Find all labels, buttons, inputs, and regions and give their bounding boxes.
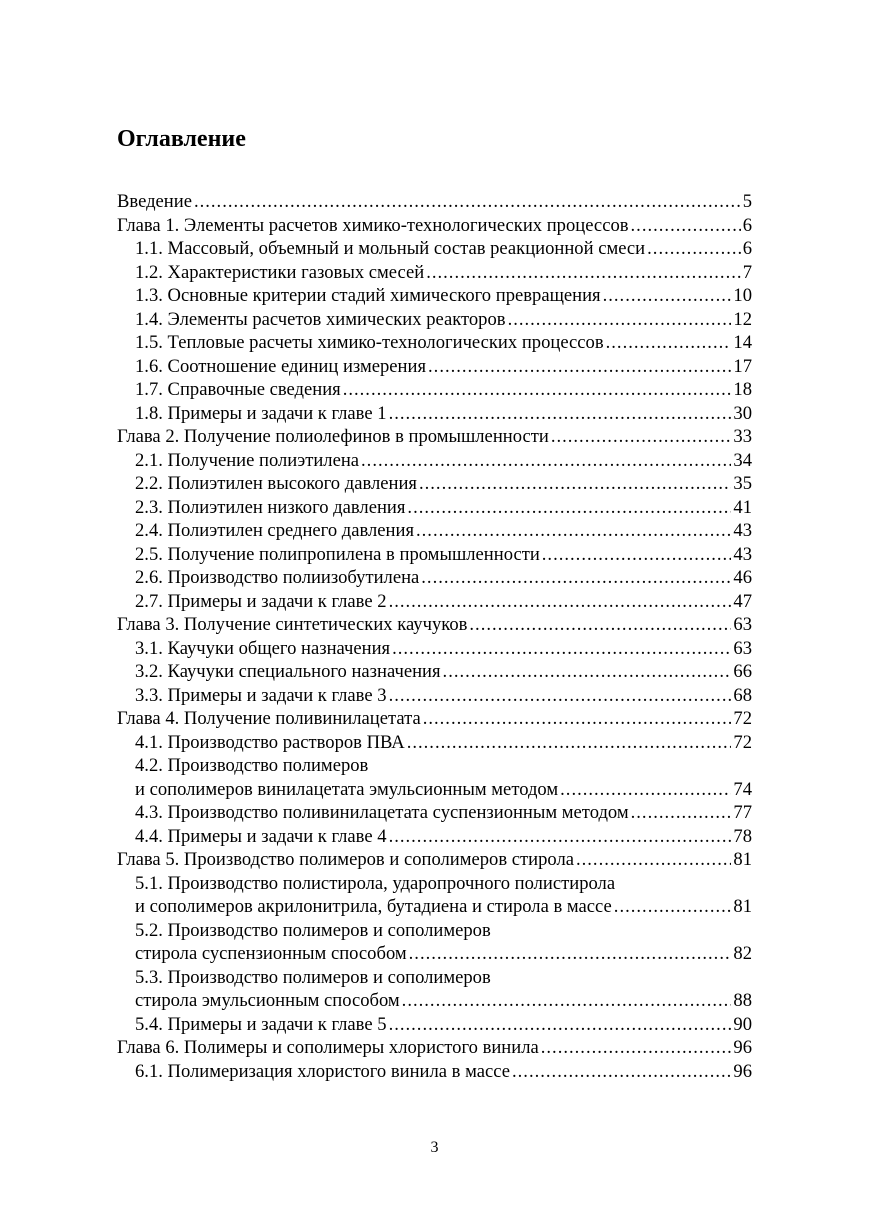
- dot-leader: [361, 449, 731, 473]
- toc-entry-title: 3.3. Примеры и задачи к главе 3: [135, 684, 387, 706]
- toc-entry-title: 5.3. Производство полимеров и сополимеров: [135, 966, 491, 988]
- dot-leader: [389, 825, 732, 849]
- toc-entry-page: 68: [733, 684, 752, 706]
- toc-entry-page: 46: [733, 567, 752, 588]
- toc-entry-title: 4.4. Примеры и задачи к главе 4: [135, 825, 387, 847]
- dot-leader: [419, 472, 731, 496]
- dot-leader: [389, 1013, 732, 1037]
- toc-entry-page: 66: [733, 661, 752, 682]
- toc-entry-page: 18: [733, 379, 752, 400]
- toc-entry-title: Глава 3. Получение синтетических каучуков: [117, 614, 468, 635]
- dot-leader: [392, 637, 731, 661]
- dot-leader: [631, 801, 732, 825]
- page-number: 3: [430, 1139, 439, 1156]
- toc-subentry: [117, 731, 752, 755]
- dot-leader: [576, 848, 731, 872]
- toc-subentry: [117, 942, 752, 966]
- toc-subentry: [117, 966, 752, 990]
- dot-leader: [421, 566, 731, 590]
- dot-leader: [647, 237, 741, 261]
- dot-leader: [407, 731, 732, 755]
- toc-entry-title: 1.3. Основные критерии стадий химического превращения: [135, 285, 601, 306]
- toc-chapter: [117, 848, 752, 872]
- toc-entry-title: 3.1. Каучуки общего назначения: [135, 637, 391, 659]
- toc-entry-page: 88: [733, 990, 752, 1011]
- dot-leader: [542, 543, 732, 567]
- toc-entry-page: 33: [733, 426, 752, 447]
- toc-subentry: [117, 308, 752, 332]
- dot-leader: [416, 519, 731, 543]
- toc-entry-title: 4.1. Производство растворов ПВА: [135, 731, 405, 753]
- toc-entry-title: Глава 6. Полимеры и сополимеры хлористого винила: [117, 1037, 539, 1058]
- toc-entry-title: Глава 2. Получение полиолефинов в промышленности: [117, 426, 549, 447]
- toc-entry-title: 1.5. Тепловые расчеты химико-технологических процессов: [135, 332, 604, 353]
- toc-chapter: [117, 214, 752, 238]
- toc-entry-title: стирола суспензионным способом: [135, 943, 407, 964]
- toc-entry-page: 41: [733, 496, 752, 518]
- toc-subentry: [117, 872, 752, 896]
- toc-entry-page: 43: [733, 520, 752, 541]
- dot-leader: [560, 778, 731, 802]
- toc-entry-title: 3.2. Каучуки специального назначения: [135, 661, 441, 682]
- toc-subentry: [117, 1013, 752, 1037]
- toc-entry-title: 1.6. Соотношение единиц измерения: [135, 355, 427, 377]
- toc-subentry: [117, 919, 752, 943]
- toc-subentry: [117, 402, 752, 426]
- toc-subentry: [117, 355, 752, 379]
- toc-entry-page: 90: [733, 1013, 752, 1035]
- toc-subentry: [117, 801, 752, 825]
- toc-entry-title: 2.6. Производство полиизобутилена: [135, 567, 420, 588]
- toc-entry-title: и сополимеров акрилонитрила, бутадиена и стирола в массе: [135, 896, 612, 917]
- toc-chapter: [117, 425, 752, 449]
- toc-entry-page: 6: [742, 238, 752, 259]
- toc-entry-title: 2.1. Получение полиэтилена: [135, 449, 360, 471]
- toc-entry-title: 2.2. Полиэтилен высокого давления: [135, 473, 417, 494]
- toc-entry-title: Введение: [117, 191, 192, 212]
- toc-entry-page: 74: [733, 778, 752, 800]
- toc-subentry: [117, 496, 752, 520]
- toc-subentry: [117, 472, 752, 496]
- toc-entry-title: и сополимеров винилацетата эмульсионным методом: [135, 778, 559, 800]
- toc-subentry: [117, 754, 752, 778]
- dot-leader: [426, 261, 741, 285]
- dot-leader: [606, 331, 732, 355]
- dot-leader: [631, 214, 741, 238]
- toc-chapter: [117, 613, 752, 637]
- toc-entry-title: 2.5. Получение полипропилена в промышленности: [135, 543, 540, 565]
- toc-subentry: [117, 660, 752, 684]
- toc-entry-title: 6.1. Полимеризация хлористого винила в массе: [135, 1060, 510, 1082]
- toc-entry-title: 5.1. Производство полистирола, ударопрочного полистирола: [135, 872, 616, 894]
- toc-subentry: [117, 895, 752, 919]
- dot-leader: [508, 308, 732, 332]
- toc-entry-page: 96: [733, 1060, 752, 1082]
- dot-leader: [541, 1036, 732, 1060]
- dot-leader: [407, 496, 731, 520]
- toc-entry-page: 5: [742, 191, 752, 212]
- dot-leader: [389, 402, 732, 426]
- toc-entry-title: 1.1. Массовый, объемный и мольный состав реакционной смеси: [135, 238, 646, 259]
- toc-entry-title: 4.2. Производство полимеров: [135, 755, 369, 776]
- toc-entry-page: 82: [733, 943, 752, 964]
- dot-leader: [409, 942, 732, 966]
- dot-leader: [423, 707, 732, 731]
- toc-subentry: [117, 519, 752, 543]
- toc-subentry: [117, 284, 752, 308]
- toc-subentry: [117, 825, 752, 849]
- toc-subentry: [117, 543, 752, 567]
- dot-leader: [343, 378, 732, 402]
- toc-chapter: [117, 707, 752, 731]
- dot-leader: [614, 895, 732, 919]
- toc-subentry: [117, 449, 752, 473]
- toc-entry-page: 6: [742, 214, 752, 236]
- toc-entry-page: 34: [733, 449, 752, 471]
- toc-entry-title: 5.2. Производство полимеров и сополимеров: [135, 919, 491, 941]
- toc-entry-title: 2.3. Полиэтилен низкого давления: [135, 496, 406, 518]
- toc-entry-page: 14: [733, 332, 752, 353]
- toc-entry-page: 81: [733, 849, 752, 870]
- dot-leader: [551, 425, 732, 449]
- toc-entry-page: 43: [733, 543, 752, 565]
- toc-entry-page: 7: [742, 261, 752, 283]
- dot-leader: [443, 660, 732, 684]
- toc-subentry: [117, 989, 752, 1013]
- toc-entry-page: 30: [733, 402, 752, 424]
- toc-entry-title: стирола эмульсионным способом: [135, 990, 400, 1011]
- dot-leader: [389, 590, 732, 614]
- toc-subentry: [117, 1060, 752, 1084]
- dot-leader: [512, 1060, 731, 1084]
- toc-subentry: [117, 778, 752, 802]
- toc-entry-page: 63: [733, 614, 752, 635]
- toc-subentry: [117, 261, 752, 285]
- toc-entry-page: 35: [733, 473, 752, 494]
- toc-entry-title: 1.8. Примеры и задачи к главе 1: [135, 402, 387, 424]
- toc-entry-title: 1.4. Элементы расчетов химических реакторов: [135, 308, 506, 330]
- table-of-contents: [117, 190, 752, 1083]
- dot-leader: [469, 613, 731, 637]
- toc-entry-page: 72: [733, 708, 752, 729]
- dot-leader: [428, 355, 731, 379]
- toc-entry-page: 77: [733, 802, 752, 823]
- toc-entry-page: 17: [733, 355, 752, 377]
- toc-subentry: [117, 637, 752, 661]
- toc-entry-title: Глава 4. Получение поливинилацетата: [117, 708, 421, 729]
- toc-entry-page: 72: [733, 731, 752, 753]
- toc-subentry: [117, 590, 752, 614]
- toc-chapter: [117, 190, 752, 214]
- toc-entry-page: 10: [733, 285, 752, 306]
- toc-subentry: [117, 331, 752, 355]
- toc-entry-title: 2.7. Примеры и задачи к главе 2: [135, 590, 387, 612]
- toc-entry-page: 63: [733, 637, 752, 659]
- toc-entry-page: 12: [733, 308, 752, 330]
- toc-entry-title: 2.4. Полиэтилен среднего давления: [135, 520, 414, 541]
- toc-entry-title: 4.3. Производство поливинилацетата суспензионным методом: [135, 802, 629, 823]
- dot-leader: [402, 989, 732, 1013]
- toc-entry-page: 96: [733, 1037, 752, 1058]
- toc-subentry: [117, 684, 752, 708]
- toc-subentry: [117, 378, 752, 402]
- page-title: Оглавление: [117, 126, 246, 152]
- toc-entry-page: 78: [733, 825, 752, 847]
- toc-entry-title: 5.4. Примеры и задачи к главе 5: [135, 1013, 387, 1035]
- toc-entry-title: Глава 5. Производство полимеров и сополимеров стирола: [117, 849, 574, 870]
- toc-subentry: [117, 237, 752, 261]
- toc-entry-page: 81: [733, 896, 752, 917]
- dot-leader: [389, 684, 732, 708]
- toc-entry-page: 47: [733, 590, 752, 612]
- toc-subentry: [117, 566, 752, 590]
- toc-entry-title: Глава 1. Элементы расчетов химико-технологических процессов: [117, 214, 629, 236]
- dot-leader: [194, 190, 741, 214]
- toc-entry-title: 1.7. Справочные сведения: [135, 379, 341, 400]
- toc-entry-title: 1.2. Характеристики газовых смесей: [135, 261, 425, 283]
- dot-leader: [603, 284, 732, 308]
- toc-chapter: [117, 1036, 752, 1060]
